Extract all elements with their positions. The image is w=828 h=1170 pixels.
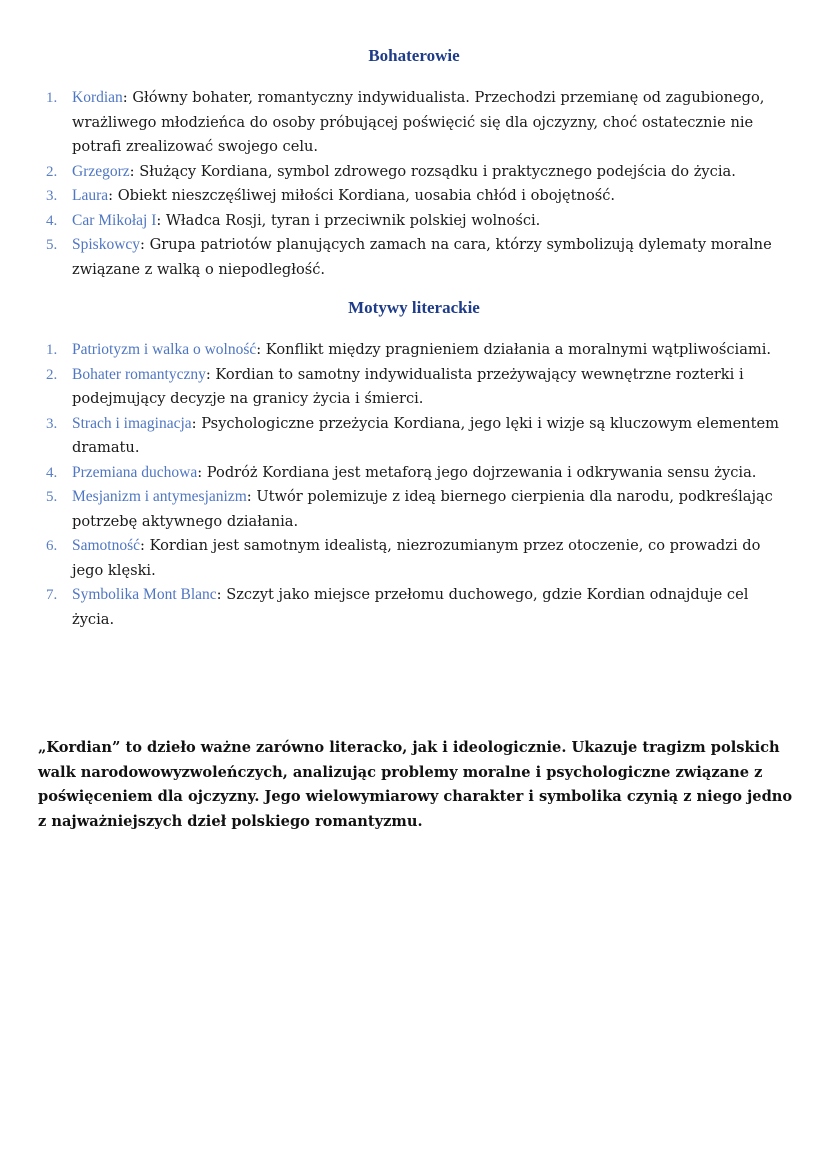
item-term: Laura: [72, 187, 109, 204]
item-term: Przemiana duchowa: [72, 463, 198, 481]
item-description: : Władca Rosji, tyran i przeciwnik polskiej wolności.: [156, 211, 541, 229]
item-number: 2.: [46, 163, 58, 180]
item-number: 1.: [46, 342, 58, 358]
item-description: : Kordian to samotny indywidualista przeżywający wewnętrzne rozterki i podejmujący decyzje na granicy życia i śmierci.: [72, 365, 744, 407]
item-term: Bohater romantyczny: [72, 365, 206, 383]
item-number: 5.: [46, 489, 58, 505]
item-term: Strach i imaginacja: [72, 414, 192, 432]
item-term: Grzegorz: [72, 162, 130, 180]
item-term: Car Mikołaj I: [72, 211, 157, 229]
item-description: : Utwór polemizuje z ideą biernego cierpienia dla narodu, podkreślając potrzebę aktywnego działania.: [72, 488, 773, 530]
item-number: 5.: [46, 237, 58, 253]
motifs-heading: Motywy literackie: [348, 298, 480, 317]
list-item: [38, 338, 793, 363]
item-number: 3.: [46, 188, 58, 204]
item-number: 2.: [46, 366, 58, 383]
list-item: [38, 485, 793, 534]
list-item: [38, 583, 793, 632]
item-description: : Szczyt jako miejsce przełomu duchowego, gdzie Kordian odnajduje cel życia.: [72, 586, 749, 628]
item-number: 1.: [46, 90, 58, 106]
summary-paragraph: „Kordian” to dzieło ważne zarówno literacko, jak i ideologicznie. Ukazuje tragizm polskich walk narodowowyzwoleńczych, analizując problemy moralne i psychologiczne związane z poświęceniem dla ojczyzny. Jego wielowymiarowy charakter i symbolika czynią z niego jedno z najważniejszych dzieł polskiego romantyzmu.: [38, 739, 793, 830]
item-term: Samotność: [72, 537, 141, 554]
item-term: Spiskowcy: [72, 236, 141, 253]
item-description: : Służący Kordiana, symbol zdrowego rozsądku i praktycznego podejścia do życia.: [129, 162, 736, 180]
item-number: 3.: [46, 415, 58, 432]
item-description: : Kordian jest samotnym idealistą, niezrozumianym przez otoczenie, co prowadzi do jego klęski.: [72, 537, 761, 579]
item-term: Mesjanizm i antymesjanizm: [72, 488, 247, 505]
item-term: Kordian: [72, 89, 123, 106]
item-number: 4.: [46, 212, 58, 229]
heroes-heading: Bohaterowie: [368, 46, 460, 65]
item-number: 7.: [46, 587, 58, 603]
list-item: [38, 184, 793, 209]
item-description: : Obiekt nieszczęśliwej miłości Kordiana, uosabia chłód i obojętność.: [108, 187, 616, 204]
list-item: [38, 233, 793, 282]
item-description: : Główny bohater, romantyczny indywidualista. Przechodzi przemianę od zagubionego, wrażliwego młodzieńca do osoby próbującej poświęcić się dla ojczyzny, choć ostatecznie nie potrafi zrealizować swojego celu.: [72, 89, 765, 155]
item-term: Patriotyzm i walka o wolność: [72, 341, 257, 358]
list-item: [38, 86, 793, 160]
list-item: [38, 461, 793, 486]
list-item: [38, 209, 793, 234]
motifs-list: [38, 338, 793, 632]
list-item: [38, 160, 793, 185]
item-description: : Konflikt między pragnieniem działania a moralnymi wątpliwościami.: [256, 341, 772, 358]
item-number: 4.: [46, 464, 58, 481]
item-description: : Psychologiczne przeżycia Kordiana, jego lęki i wizje są kluczowym elementem dramatu.: [72, 414, 779, 456]
list-item: [38, 534, 793, 583]
list-item: [38, 412, 793, 461]
item-number: 6.: [46, 538, 58, 554]
item-description: : Podróż Kordiana jest metaforą jego dojrzewania i odkrywania sensu życia.: [197, 463, 757, 481]
heroes-list: [38, 86, 793, 282]
item-description: : Grupa patriotów planujących zamach na cara, którzy symbolizują dylematy moralne związane z walką o niepodległość.: [72, 236, 772, 278]
list-item: [38, 363, 793, 412]
item-term: Symbolika Mont Blanc: [72, 586, 217, 603]
